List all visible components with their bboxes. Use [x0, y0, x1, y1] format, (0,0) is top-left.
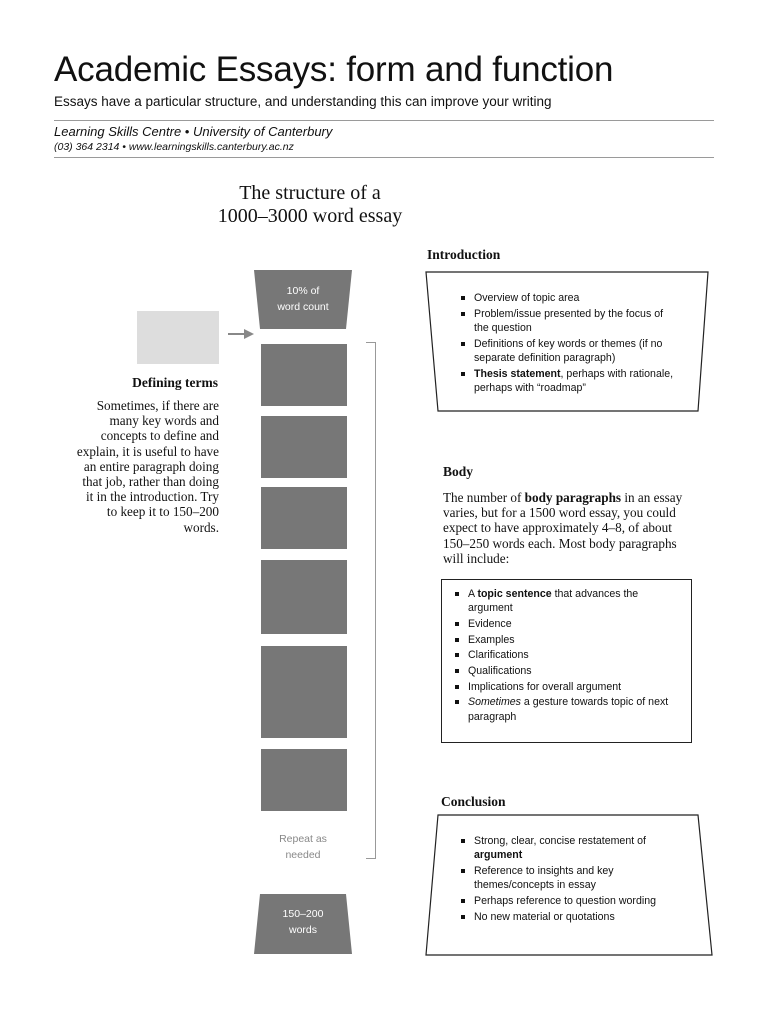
thesis-statement-text: , perhaps with rationale, perhaps with “roadmap” — [474, 367, 674, 394]
defining-terms-heading: Defining terms — [132, 375, 218, 390]
list-item: Reference to insights and key themes/concepts in essay — [458, 864, 684, 892]
contact-info: (03) 364 2314 • www.learningskills.canterbury.ac.nz — [54, 141, 294, 153]
intro-block-line-1: 10% of — [286, 285, 320, 297]
list-item: Evidence — [452, 617, 677, 631]
defining-terms-block — [137, 311, 219, 364]
thesis-statement-label: Thesis statement — [474, 367, 561, 380]
conclusion-list — [458, 834, 684, 924]
introduction-list — [458, 291, 678, 395]
topic-sentence-pre: A — [468, 588, 478, 600]
sometimes-label: Sometimes — [468, 696, 521, 709]
topic-sentence-post: that advances the argument — [468, 588, 639, 615]
body-paragraph-block — [261, 749, 347, 811]
topic-sentence-label: topic sentence — [477, 588, 552, 600]
introduction-list-wrap — [458, 291, 678, 396]
repeat-label — [258, 831, 348, 863]
conclusion-list-wrap — [458, 834, 684, 925]
restatement-text: Strong, clear, concise restatement of — [474, 835, 646, 847]
body-paragraph-text — [443, 490, 688, 566]
body-paragraph-block — [261, 344, 347, 406]
defining-terms-text: Sometimes, if there are many key words and concepts to define and explain, it is useful to have an entire paragraph doing that job, rather than doing it in the introduction. Try to keep it to 150–200 words. — [76, 398, 219, 535]
list-item — [452, 587, 677, 615]
list-item: Clarifications — [452, 648, 677, 662]
page-subtitle: Essays have a particular structure, and understanding this can improve your writing — [54, 94, 552, 109]
body-paragraph-block — [261, 416, 347, 478]
list-item: Definitions of key words or themes (if no separate definition paragraph) — [458, 337, 678, 365]
conclusion-block-line-2: words — [288, 924, 317, 936]
list-item: Perhaps reference to question wording — [458, 894, 684, 908]
conclusion-block-line-1: 150–200 — [282, 908, 324, 920]
intro-block-line-2: word count — [277, 301, 329, 313]
arrow-icon — [228, 329, 254, 339]
body-text-end: in an essay varies, but for a 1500 word essay, you could expect to have approximately 4–8, of about 150–250 words each. Most body paragraphs will include: — [443, 490, 683, 566]
list-item — [452, 695, 677, 723]
body-list — [452, 587, 677, 724]
conclusion-heading: Conclusion — [441, 794, 506, 809]
repeat-line-2: needed — [285, 849, 321, 861]
diagram-title-line-2: 1000–3000 word essay — [217, 205, 403, 227]
body-text-bold: body paragraphs — [524, 490, 622, 505]
list-item: Examples — [452, 633, 677, 647]
list-item — [458, 367, 678, 395]
conclusion-block-label — [258, 906, 348, 938]
introduction-heading: Introduction — [427, 247, 501, 262]
diagram-title-line-1: The structure of a — [239, 182, 381, 204]
introduction-block-label — [260, 283, 346, 315]
list-item: Qualifications — [452, 664, 677, 678]
body-text-start: The number of — [443, 490, 525, 505]
body-heading: Body — [443, 464, 474, 479]
list-item: Overview of topic area — [458, 291, 678, 305]
body-bracket — [366, 342, 376, 859]
repeat-line-1: Repeat as — [279, 833, 327, 845]
list-item: No new material or quotations — [458, 910, 684, 924]
organization-name: Learning Skills Centre • University of Canterbury — [54, 124, 333, 139]
argument-label: argument — [474, 849, 523, 862]
page-title: Academic Essays: form and function — [54, 50, 614, 89]
body-paragraph-block — [261, 646, 347, 738]
list-item — [458, 834, 684, 862]
list-item: Problem/issue presented by the focus of the question — [458, 307, 678, 335]
list-item: Implications for overall argument — [452, 680, 677, 694]
body-list-box — [441, 579, 692, 743]
body-paragraph-block — [261, 487, 347, 549]
body-paragraph-block — [261, 560, 347, 634]
gesture-text: a gesture towards topic of next paragraph — [468, 696, 669, 723]
